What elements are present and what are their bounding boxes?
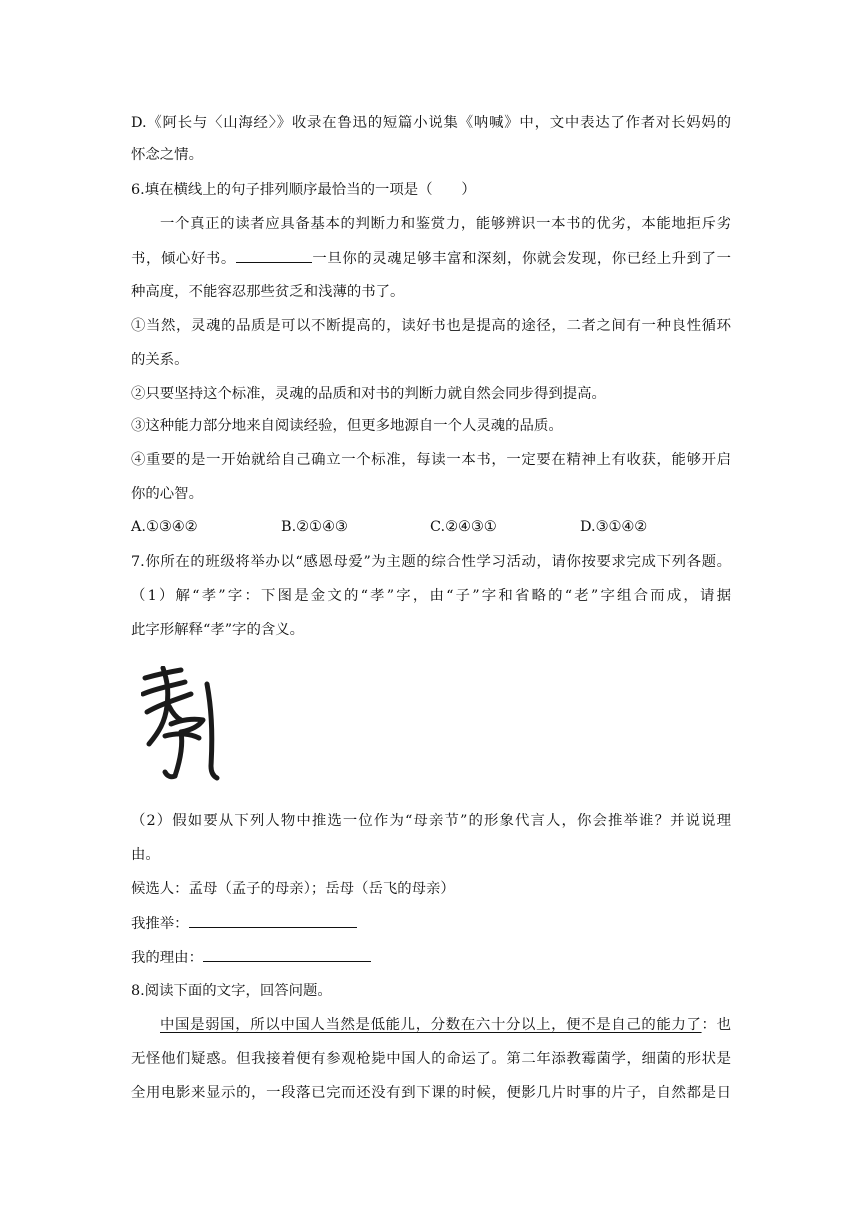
q7-part2-line1: （2）假如要从下列人物中推选一位作为“母亲节”的形象代言人，你会推举谁？并说说理 bbox=[131, 813, 731, 829]
q7-part2-line2: 由。 bbox=[131, 847, 160, 863]
q7-reason-label: 我的理由： bbox=[131, 950, 203, 966]
q7-candidates: 候选人：孟母（孟子的母亲）；岳母（岳飞的母亲） bbox=[131, 881, 455, 897]
q6-option-c[interactable]: C.②④③① bbox=[430, 519, 497, 535]
q6-option-d[interactable]: D.③①④② bbox=[580, 519, 648, 535]
q6-option-a[interactable]: A.①③④② bbox=[131, 519, 198, 535]
q7-reason-line bbox=[131, 947, 731, 968]
q6-sentence-4-line2: 你的心智。 bbox=[131, 486, 203, 502]
q8-passage-line3: 全用电影来显示的，一段落已完而还没有到下课的时候，便影几片时事的片子，自然都是日 bbox=[131, 1085, 731, 1101]
q5-option-d-line1: D.《阿长与〈山海经〉》收录在鲁迅的短篇小说集《呐喊》中，文中表达了作者对长妈妈的 bbox=[131, 115, 731, 131]
q7-recommend-blank[interactable] bbox=[189, 913, 357, 928]
bronze-script-xiao-character-image bbox=[141, 666, 223, 784]
q6-option-b[interactable]: B.②①④③ bbox=[281, 519, 348, 535]
q6-sentence-1-line1: ①当然，灵魂的品质是可以不断提高的，读好书也是提高的途径，二者之间有一种良性循环 bbox=[131, 318, 731, 334]
q6-sentence-3: ③这种能力部分地来自阅读经验，但更多地源自一个人灵魂的品质。 bbox=[131, 418, 563, 434]
q6-stem: 6.填在横线上的句子排列顺序最恰当的一项是（ ） bbox=[131, 182, 476, 198]
q6-passage-line3: 种高度，不能容忍那些贫乏和浅薄的书了。 bbox=[131, 284, 405, 300]
q8-passage-line1-tail: ：也 bbox=[701, 1017, 731, 1033]
q7-part1-line2: 此字形解释“孝”字的含义。 bbox=[131, 622, 305, 638]
q6-sentence-4-line1: ④重要的是一开始就给自己确立一个标准，每读一本书，一定要在精神上有收获，能够开启 bbox=[131, 452, 731, 468]
q8-passage-line2: 无怪他们疑惑。但我接着便有参观枪毙中国人的命运了。第二年添教霉菌学，细菌的形状是 bbox=[131, 1051, 731, 1067]
q7-recommend-line bbox=[131, 913, 731, 934]
q7-reason-blank[interactable] bbox=[203, 947, 371, 962]
q7-part1-line1: （1）解“孝”字：下图是金文的“孝”字，由“子”字和省略的“老”字组合而成，请据 bbox=[131, 588, 731, 604]
q6-passage-line2-before: 书，倾心好书。 bbox=[131, 251, 236, 267]
q7-stem: 7.你所在的班级将举办以“感恩母爱”为主题的综合性学习活动，请你按要求完成下列各题。 bbox=[131, 554, 731, 570]
q8-passage-line1 bbox=[160, 1015, 731, 1035]
q5-option-d-line2: 怀念之情。 bbox=[131, 147, 203, 163]
q6-passage-line2-after: 一旦你的灵魂足够丰富和深刻，你就会发现，你已经上升到了一 bbox=[311, 251, 731, 267]
q8-stem: 8.阅读下面的文字，回答问题。 bbox=[131, 983, 332, 999]
q7-recommend-label: 我推举： bbox=[131, 916, 189, 932]
q6-answer-blank[interactable] bbox=[236, 248, 312, 263]
q6-sentence-1-line2: 的关系。 bbox=[131, 352, 189, 368]
q6-passage-line2 bbox=[131, 248, 731, 269]
q6-passage-line1: 一个真正的读者应具备基本的判断力和鉴赏力，能够辨识一本书的优劣，本能地拒斥劣 bbox=[160, 216, 731, 232]
q8-underlined-sentence: 中国是弱国，所以中国人当然是低能儿，分数在六十分以上，便不是自己的能力了 bbox=[160, 1017, 702, 1033]
q6-sentence-2: ②只要坚持这个标准，灵魂的品质和对书的判断力就自然会同步得到提高。 bbox=[131, 386, 606, 402]
